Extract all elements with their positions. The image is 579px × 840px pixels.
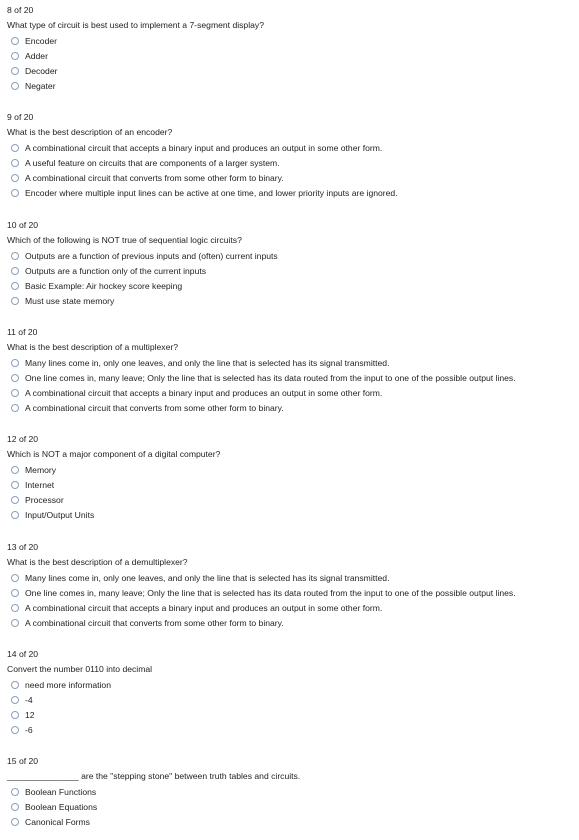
- radio-button[interactable]: [11, 404, 19, 412]
- answer-label: One line comes in, many leave; Only the line that is selected has its data routed from the input to one of the possible output lines.: [25, 373, 516, 383]
- radio-button[interactable]: [11, 481, 19, 489]
- radio-button[interactable]: [11, 619, 19, 627]
- answer-label: A useful feature on circuits that are components of a larger system.: [25, 158, 280, 168]
- radio-button[interactable]: [11, 174, 19, 182]
- answer-option[interactable]: [11, 464, 56, 476]
- question-prompt: _______________ are the "stepping stone" between truth tables and circuits.: [7, 771, 301, 781]
- answer-label: Outputs are a function of previous inputs and (often) current inputs: [25, 251, 278, 261]
- answer-option[interactable]: [11, 265, 206, 277]
- answer-option[interactable]: [11, 694, 33, 706]
- answer-label: Canonical Forms: [25, 817, 90, 827]
- answer-option[interactable]: [11, 80, 56, 92]
- radio-button[interactable]: [11, 511, 19, 519]
- radio-button[interactable]: [11, 788, 19, 796]
- answer-option[interactable]: [11, 65, 57, 77]
- answer-label: Boolean Equations: [25, 802, 98, 812]
- answer-option[interactable]: [11, 709, 35, 721]
- answer-option[interactable]: [11, 280, 182, 292]
- question-prompt: What is the best description of a multiplexer?: [7, 342, 179, 352]
- radio-button[interactable]: [11, 297, 19, 305]
- radio-button[interactable]: [11, 604, 19, 612]
- answer-option[interactable]: [11, 602, 382, 614]
- answer-label: Decoder: [25, 66, 58, 76]
- answer-option[interactable]: [11, 35, 57, 47]
- answer-label: A combinational circuit that accepts a binary input and produces an output in some other form.: [25, 603, 383, 613]
- radio-button[interactable]: [11, 389, 19, 397]
- answer-label: Basic Example: Air hockey score keeping: [25, 281, 183, 291]
- answer-label: A combinational circuit that converts from some other form to binary.: [25, 173, 284, 183]
- answer-option[interactable]: [11, 172, 284, 184]
- radio-button[interactable]: [11, 267, 19, 275]
- answer-label: 12: [25, 710, 35, 720]
- answer-option[interactable]: [11, 402, 284, 414]
- question-number: 9 of 20: [7, 112, 34, 122]
- radio-button[interactable]: [11, 803, 19, 811]
- question-number: 11 of 20: [7, 327, 38, 337]
- answer-option[interactable]: [11, 494, 64, 506]
- question-prompt: What type of circuit is best used to implement a 7-segment display?: [7, 20, 264, 30]
- radio-button[interactable]: [11, 252, 19, 260]
- answer-option[interactable]: [11, 786, 96, 798]
- radio-button[interactable]: [11, 726, 19, 734]
- radio-button[interactable]: [11, 37, 19, 45]
- answer-label: Many lines come in, only one leaves, and only the line that is selected has its signal transmitted.: [25, 358, 390, 368]
- answer-option[interactable]: [11, 617, 284, 629]
- radio-button[interactable]: [11, 374, 19, 382]
- answer-option[interactable]: [11, 357, 389, 369]
- question-prompt: What is the best description of an encoder?: [7, 127, 173, 137]
- answer-label: A combinational circuit that accepts a binary input and produces an output in some other form.: [25, 143, 383, 153]
- answer-label: A combinational circuit that accepts a binary input and produces an output in some other form.: [25, 388, 383, 398]
- answer-option[interactable]: [11, 509, 94, 521]
- radio-button[interactable]: [11, 144, 19, 152]
- radio-button[interactable]: [11, 67, 19, 75]
- answer-option[interactable]: [11, 724, 33, 736]
- answer-label: Input/Output Units: [25, 510, 95, 520]
- answer-label: Adder: [25, 51, 48, 61]
- answer-option[interactable]: [11, 572, 389, 584]
- question-number: 8 of 20: [7, 5, 34, 15]
- question-prompt: Which of the following is NOT true of sequential logic circuits?: [7, 235, 242, 245]
- radio-button[interactable]: [11, 52, 19, 60]
- answer-option[interactable]: [11, 50, 48, 62]
- radio-button[interactable]: [11, 282, 19, 290]
- answer-option[interactable]: [11, 387, 382, 399]
- radio-button[interactable]: [11, 681, 19, 689]
- question-prompt: What is the best description of a demultiplexer?: [7, 557, 188, 567]
- answer-label: Encoder: [25, 36, 58, 46]
- answer-option[interactable]: [11, 801, 97, 813]
- question-number: 14 of 20: [7, 649, 39, 659]
- radio-button[interactable]: [11, 818, 19, 826]
- answer-option[interactable]: [11, 187, 398, 199]
- radio-button[interactable]: [11, 696, 19, 704]
- answer-option[interactable]: [11, 295, 114, 307]
- answer-option[interactable]: [11, 816, 90, 828]
- radio-button[interactable]: [11, 359, 19, 367]
- question-prompt: Which is NOT a major component of a digital computer?: [7, 449, 221, 459]
- radio-button[interactable]: [11, 589, 19, 597]
- question-number: 15 of 20: [7, 756, 39, 766]
- answer-label: Many lines come in, only one leaves, and only the line that is selected has its signal transmitted.: [25, 573, 390, 583]
- answer-option[interactable]: [11, 142, 382, 154]
- answer-label: -4: [25, 695, 33, 705]
- question-number: 10 of 20: [7, 220, 39, 230]
- answer-label: A combinational circuit that converts from some other form to binary.: [25, 403, 284, 413]
- question-number: 13 of 20: [7, 542, 39, 552]
- question-number: 12 of 20: [7, 434, 39, 444]
- answer-label: A combinational circuit that converts from some other form to binary.: [25, 618, 284, 628]
- answer-label: need more information: [25, 680, 111, 690]
- answer-option[interactable]: [11, 679, 111, 691]
- radio-button[interactable]: [11, 82, 19, 90]
- answer-option[interactable]: [11, 250, 278, 262]
- answer-label: Processor: [25, 495, 64, 505]
- radio-button[interactable]: [11, 189, 19, 197]
- answer-label: Encoder where multiple input lines can be active at one time, and lower priority inputs are ignored.: [25, 188, 398, 198]
- answer-label: Negater: [25, 81, 56, 91]
- radio-button[interactable]: [11, 466, 19, 474]
- answer-label: Boolean Functions: [25, 787, 97, 797]
- answer-label: Memory: [25, 465, 57, 475]
- answer-label: One line comes in, many leave; Only the line that is selected has its data routed from the input to one of the possible output lines.: [25, 588, 516, 598]
- answer-option[interactable]: [11, 372, 516, 384]
- question-prompt: Convert the number 0110 into decimal: [7, 664, 153, 674]
- radio-button[interactable]: [11, 496, 19, 504]
- answer-label: -6: [25, 725, 33, 735]
- answer-label: Outputs are a function only of the current inputs: [25, 266, 207, 276]
- radio-button[interactable]: [11, 159, 19, 167]
- radio-button[interactable]: [11, 711, 19, 719]
- radio-button[interactable]: [11, 574, 19, 582]
- answer-label: Internet: [25, 480, 55, 490]
- answer-label: Must use state memory: [25, 296, 115, 306]
- answer-option[interactable]: [11, 157, 280, 169]
- answer-option[interactable]: [11, 587, 516, 599]
- answer-option[interactable]: [11, 479, 54, 491]
